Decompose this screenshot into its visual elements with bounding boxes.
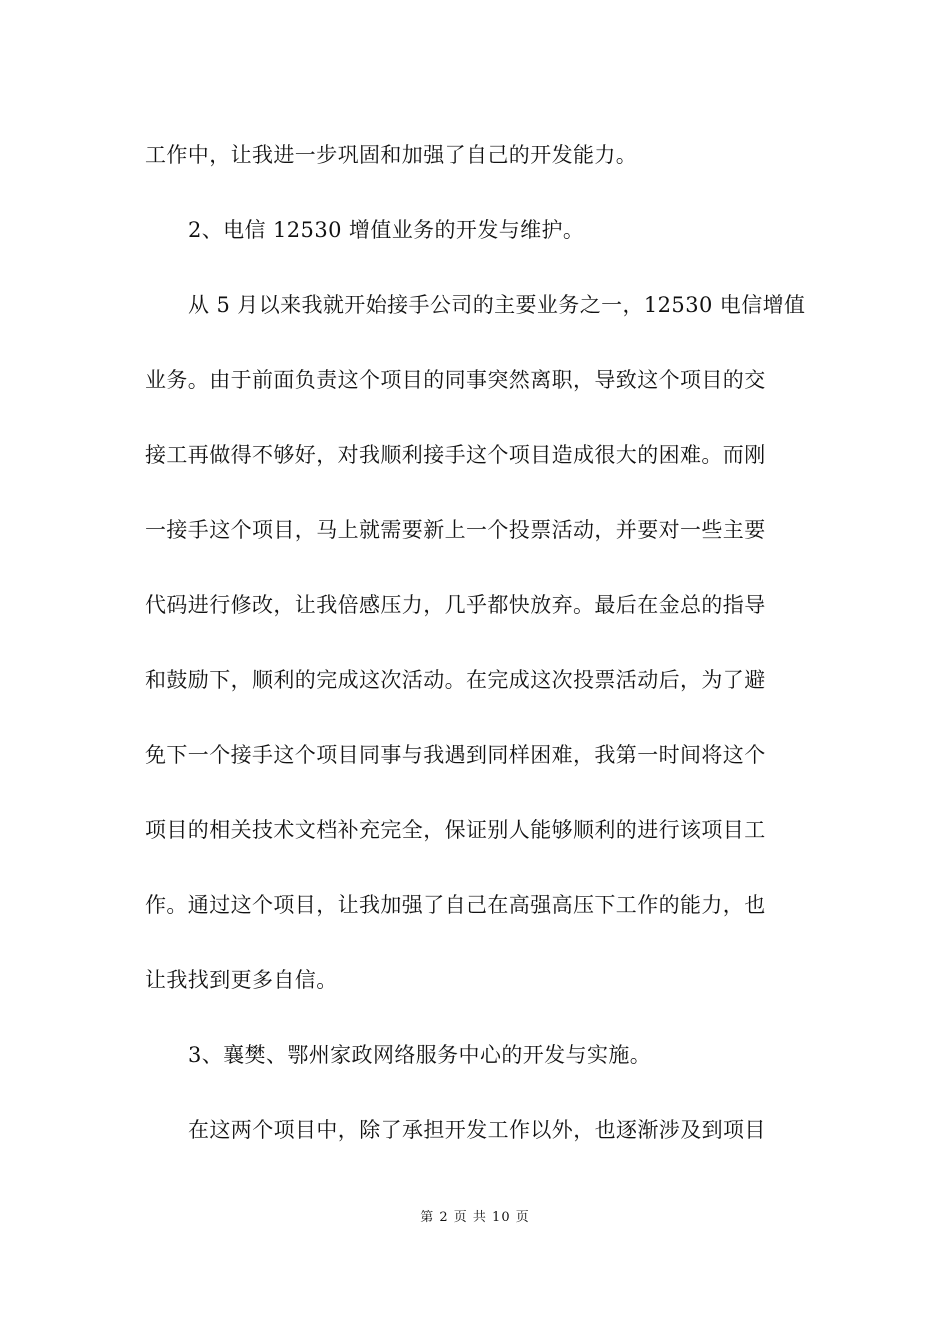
paragraph-first-line: 从 5 月以来我就开始接手公司的主要业务之一，12530 电信增值 xyxy=(188,293,806,317)
body-line: 作。通过这个项目，让我加强了自己在高强高压下工作的能力，也 xyxy=(145,893,766,917)
body-line: 免下一个接手这个项目同事与我遇到同样困难，我第一时间将这个 xyxy=(145,743,766,767)
item-heading: 2、电信 12530 增值业务的开发与维护。 xyxy=(188,218,585,242)
body-line: 一接手这个项目，马上就需要新上一个投票活动，并要对一些主要 xyxy=(145,518,766,542)
body-line: 业务。由于前面负责这个项目的同事突然离职，导致这个项目的交 xyxy=(145,368,766,392)
item-heading: 3、襄樊、鄂州家政网络服务中心的开发与实施。 xyxy=(188,1043,652,1067)
body-line: 代码进行修改，让我倍感压力，几乎都快放弃。最后在金总的指导 xyxy=(145,593,766,617)
body-line: 项目的相关技术文档补充完全，保证别人能够顺利的进行该项目工 xyxy=(145,818,766,842)
page-number-footer: 第 2 页 共 10 页 xyxy=(420,1210,530,1225)
body-line: 和鼓励下，顺利的完成这次活动。在完成这次投票活动后，为了避 xyxy=(145,668,766,692)
paragraph-first-line: 在这两个项目中，除了承担开发工作以外，也逐渐涉及到项目 xyxy=(188,1118,766,1142)
body-line: 接工再做得不够好，对我顺利接手这个项目造成很大的困难。而刚 xyxy=(145,443,766,467)
body-line: 让我找到更多自信。 xyxy=(145,968,338,992)
body-line: 工作中，让我进一步巩固和加强了自己的开发能力。 xyxy=(145,143,638,167)
